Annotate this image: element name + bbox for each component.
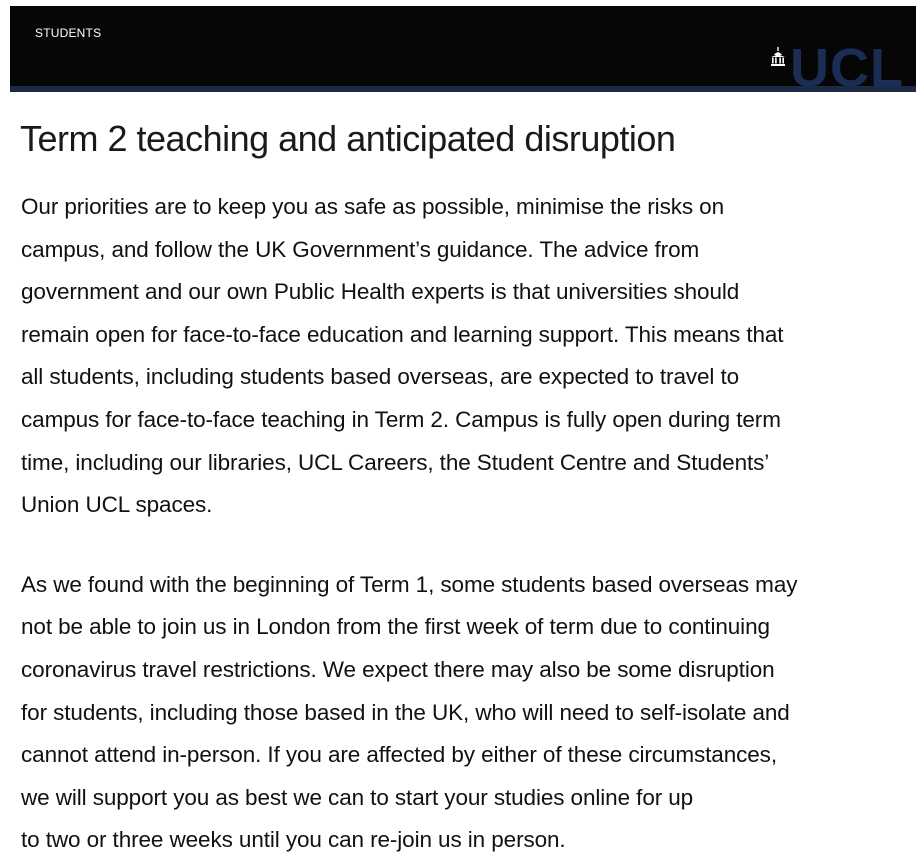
article-body [21, 186, 911, 862]
article-paragraph [21, 564, 911, 862]
portico-icon [770, 47, 786, 67]
text-line: As we found with the beginning of Term 1, some students based overseas may [21, 571, 798, 597]
site-header [10, 6, 916, 86]
text-line: all students, including students based overseas, are expected to travel to [21, 364, 740, 390]
article-paragraph [21, 186, 911, 527]
section-link-students[interactable]: STUDENTS [35, 26, 102, 40]
text-line: cannot attend in-person. If you are affected by either of these circumstances, [21, 742, 777, 768]
ucl-wordmark: UCL [790, 38, 904, 86]
header-divider [10, 86, 916, 92]
ucl-logo[interactable] [770, 39, 904, 86]
text-line: campus, and follow the UK Government’s guidance. The advice from [21, 236, 700, 262]
text-line: campus for face-to-face teaching in Term 2. Campus is fully open during term [21, 406, 781, 432]
text-line: government and our own Public Health experts is that universities should [21, 279, 740, 305]
text-line: for students, including those based in the UK, who will need to self-isolate and [21, 699, 790, 725]
text-line: coronavirus travel restrictions. We expect there may also be some disruption [21, 656, 775, 682]
text-line: Union UCL spaces. [21, 492, 213, 518]
text-line: not be able to join us in London from the first week of term due to continuing [21, 614, 770, 640]
page-title: Term 2 teaching and anticipated disruption [20, 118, 676, 159]
text-line: remain open for face-to-face education and learning support. This means that [21, 321, 784, 347]
text-line: to two or three weeks until you can re-join us in person. [21, 827, 566, 853]
text-line: we will support you as best we can to start your studies online for up [21, 784, 694, 810]
text-line: time, including our libraries, UCL Careers, the Student Centre and Students’ [21, 449, 770, 475]
text-line: Our priorities are to keep you as safe as possible, minimise the risks on [21, 194, 725, 219]
